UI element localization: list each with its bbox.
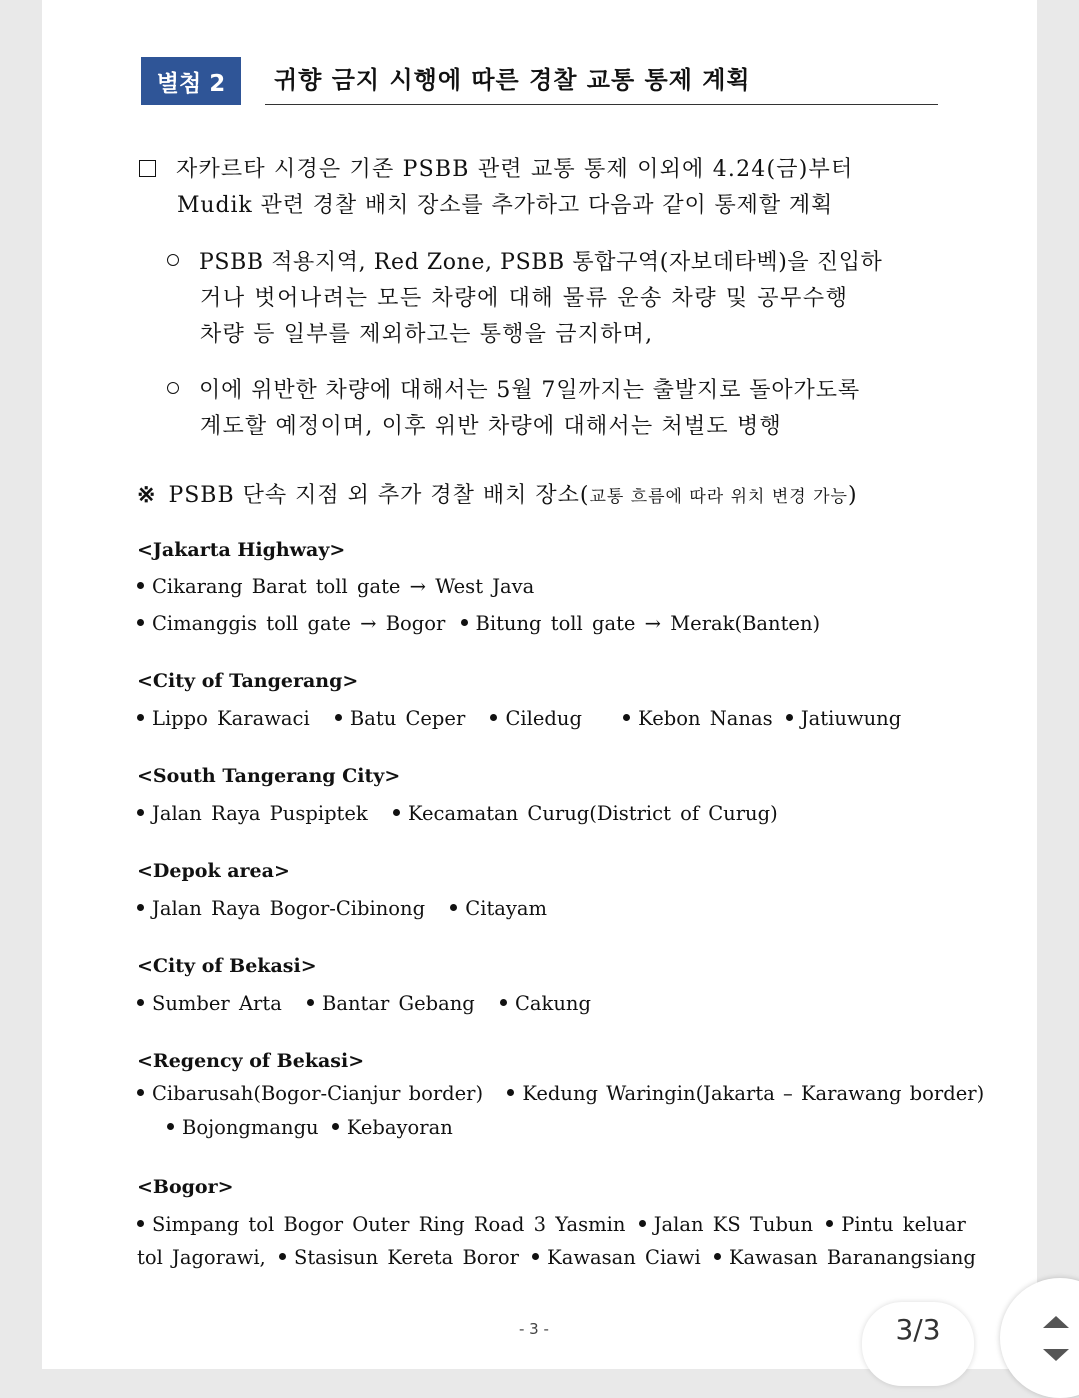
section-title-city-of-bekasi: <City of Bekasi> <box>137 955 317 977</box>
bullet-line: Cikarang Barat toll gate → West Java <box>137 575 534 598</box>
sub2-line-1: 이에 위반한 차량에 대해서는 5월 7일까지는 출발지로 돌아가도록 <box>167 373 860 404</box>
attachment-badge: 별첨 2 <box>141 57 241 105</box>
sub2-line-2: 계도할 예정이며, 이후 위반 차량에 대해서는 처벌도 병행 <box>200 414 782 439</box>
bullet-dot-icon <box>786 714 793 721</box>
bullet-dot-icon <box>639 1220 646 1227</box>
section-title-bogor: <Bogor> <box>137 1176 234 1198</box>
intro-line-2: Mudik 관련 경찰 배치 장소를 추가하고 다음과 같이 통제할 계획 <box>177 193 834 218</box>
bullet-line: Jalan Raya Puspiptek Kecamatan Curug(District of Curug) <box>137 802 778 825</box>
bullet-dot-icon <box>826 1220 833 1227</box>
bullet-line: Bojongmangu Kebayoran <box>167 1116 453 1139</box>
bullet-line: Cibarusah(Bogor-Cianjur border) Kedung Waringin(Jakarta – Karawang border) <box>137 1082 984 1105</box>
bullet-dot-icon <box>335 714 342 721</box>
bullet-dot-icon <box>307 999 314 1006</box>
sub1-line-3: 차량 등 일부를 제외하고는 통행을 금지하며, <box>200 322 654 347</box>
sub1-line-1: PSBB 적용지역, Red Zone, PSBB 통합구역(자보데타벡)을 진입하 <box>167 245 882 276</box>
bullet-dot-icon <box>393 809 400 816</box>
circle-bullet-icon <box>167 382 179 394</box>
sub1-line-2: 거나 벗어나려는 모든 차량에 대해 물류 운송 차량 및 공무수행 <box>200 286 849 311</box>
bullet-line: Simpang tol Bogor Outer Ring Road 3 Yasmin Jalan KS Tubun Pintu keluar <box>137 1213 966 1236</box>
bullet-dot-icon <box>137 809 144 816</box>
circle-bullet-icon <box>167 254 179 266</box>
bullet-dot-icon <box>137 1220 144 1227</box>
section-title-regency-of-bekasi: <Regency of Bekasi> <box>137 1050 365 1072</box>
bullet-line: Lippo Karawaci Batu Ceper Ciledug Kebon Nanas Jatiuwung <box>137 707 901 730</box>
bullet-dot-icon <box>137 904 144 911</box>
section-title-city-of-tangerang: <City of Tangerang> <box>137 670 359 692</box>
bullet-dot-icon <box>167 1123 174 1130</box>
bullet-dot-icon <box>137 582 144 589</box>
page-number: - 3 - <box>519 1320 549 1338</box>
bullet-line: Jalan Raya Bogor-Cibinong Citayam <box>137 897 547 920</box>
page-indicator: 3/3 <box>862 1302 974 1386</box>
bullet-dot-icon <box>279 1253 286 1260</box>
bullet-dot-icon <box>490 714 497 721</box>
reference-mark: ※ <box>137 482 157 508</box>
section-title-jakarta-highway: <Jakarta Highway> <box>137 539 346 561</box>
bullet-line: Sumber Arta Bantar Gebang Cakung <box>137 992 591 1015</box>
bullet-dot-icon <box>507 1089 514 1096</box>
bullet-dot-icon <box>461 619 468 626</box>
bullet-line: tol Jagorawi, Stasisun Kereta Boror Kawasan Ciawi Kawasan Baranangsiang <box>137 1246 976 1269</box>
bullet-dot-icon <box>137 714 144 721</box>
bullet-dot-icon <box>500 999 507 1006</box>
bullet-dot-icon <box>714 1253 721 1260</box>
bullet-line: Cimanggis toll gate → Bogor Bitung toll gate → Merak(Banten) <box>137 612 820 635</box>
bullet-dot-icon <box>450 904 457 911</box>
intro-line-1: 자카르타 시경은 기존 PSBB 관련 교통 통제 이외에 4.24(금)부터 <box>139 152 853 183</box>
bullet-dot-icon <box>137 999 144 1006</box>
note-line: ※ PSBB 단속 지점 외 추가 경찰 배치 장소(교통 흐름에 따라 위치 변경 가능) <box>137 482 858 508</box>
arrow-up-icon[interactable] <box>1043 1316 1069 1328</box>
section-title-south-tangerang-city: <South Tangerang City> <box>137 765 401 787</box>
title-underline <box>265 104 938 105</box>
checkbox-bullet-icon <box>139 160 156 177</box>
section-title-depok-area: <Depok area> <box>137 860 290 882</box>
document-title: 귀향 금지 시행에 따른 경찰 교통 통제 계획 <box>274 66 751 94</box>
bullet-dot-icon <box>532 1253 539 1260</box>
bullet-dot-icon <box>137 1089 144 1096</box>
arrow-down-icon[interactable] <box>1043 1349 1069 1361</box>
bullet-dot-icon <box>623 714 630 721</box>
bullet-dot-icon <box>332 1123 339 1130</box>
bullet-dot-icon <box>137 619 144 626</box>
